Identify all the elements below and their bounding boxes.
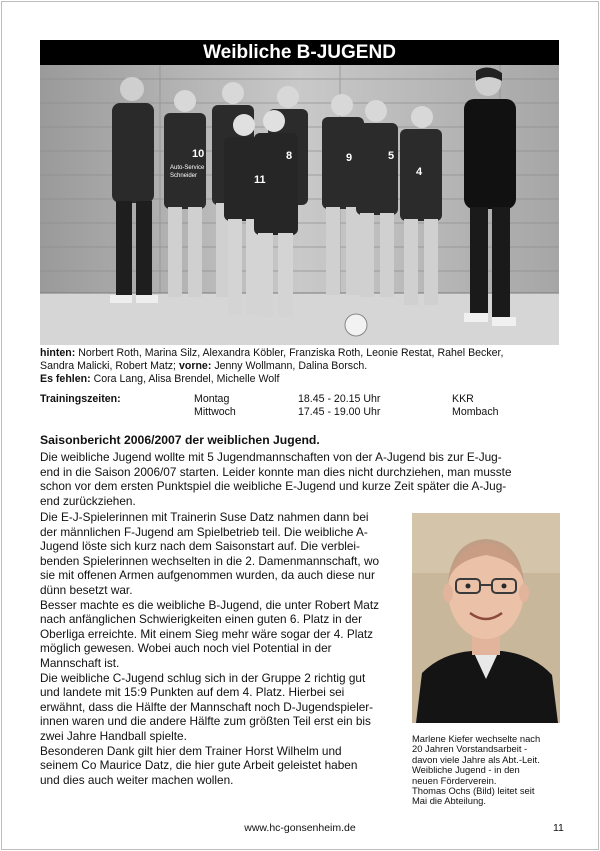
report-paragraph-5 xyxy=(40,744,412,788)
caption-vorne-label: vorne: xyxy=(178,360,212,372)
text-line: sie mit offenen Armen aufgenommen wurden, da auch diese nur xyxy=(40,568,375,583)
portrait-caption xyxy=(412,734,562,807)
text-line: end in die Saison 2006/07 starten. Leider konnte man dies nicht durchziehen, man musste xyxy=(40,464,512,479)
training-place: KKR xyxy=(452,393,474,405)
page-title: Weibliche B-JUGEND xyxy=(40,40,559,65)
page-number: 11 xyxy=(553,822,564,834)
text-line: Besser machte es die weibliche B-Jugend, die unter Robert Matz xyxy=(40,597,380,612)
training-time: 17.45 - 19.00 Uhr xyxy=(298,406,381,418)
footer-url: www.hc-gonsenheim.de xyxy=(244,822,356,834)
training-label: Trainingszeiten: xyxy=(40,393,121,405)
caption-line: Weibliche Jugend - in den xyxy=(412,764,520,776)
jersey-number: 5 xyxy=(388,150,395,162)
text-line: Oberliga erreichte. Mit einem Sieg mehr wäre sogar der 4. Platz xyxy=(40,626,374,641)
text-line: Mannschaft ist. xyxy=(40,655,120,670)
report-paragraph-4 xyxy=(40,671,412,744)
text-line: Jugend löste sich kurz nach dem Saisonstart auf. Die verblei- xyxy=(40,539,360,554)
report-paragraph-1 xyxy=(40,450,560,508)
caption-vorne-names: Jenny Wollmann, Dalina Borsch. xyxy=(214,360,368,372)
text-line: Besonderen Dank gilt hier dem Trainer Horst Wilhelm und xyxy=(40,743,342,758)
text-line: zwei Jahre Handball spielte. xyxy=(40,728,187,743)
text-line: der männlichen F-Jugend am Spielbetrieb teil. Die weibliche A- xyxy=(40,524,368,539)
training-day: Montag xyxy=(194,393,230,405)
jersey-number: 11 xyxy=(254,174,266,186)
portrait-photo xyxy=(412,513,560,723)
training-place: Mombach xyxy=(452,406,499,418)
training-time: 18.45 - 20.15 Uhr xyxy=(298,393,381,405)
caption-line: 20 Jahren Vorstandsarbeit - xyxy=(412,743,528,755)
jersey-number: 4 xyxy=(416,166,423,178)
report-paragraph-3 xyxy=(40,598,412,671)
portrait-drawing xyxy=(412,513,560,723)
jersey-number: 8 xyxy=(286,150,293,162)
training-times-col xyxy=(298,393,380,419)
caption-fehlen-names: Cora Lang, Alisa Brendel, Michelle Wolf xyxy=(93,373,280,385)
text-line: möglich gewesen. Wobei auch noch viel Potential in der xyxy=(40,641,332,656)
photo-caption xyxy=(40,347,565,386)
training-day: Mittwoch xyxy=(194,406,236,418)
text-line: Die weibliche C-Jugend schlug sich in der Gruppe 2 richtig gut xyxy=(40,670,366,685)
training-days xyxy=(194,393,236,419)
report-paragraph-2 xyxy=(40,510,412,598)
jersey-number: 9 xyxy=(346,152,353,164)
caption-line: Mai die Abteilung. xyxy=(412,795,487,807)
team-photo xyxy=(40,65,559,345)
text-line: und dies auch weiter machen wollen. xyxy=(40,772,234,787)
text-line: nach anfänglichen Schwierigkeiten einen guten 6. Platz in der xyxy=(40,612,363,627)
caption-hinten-label: hinten: xyxy=(40,347,76,359)
text-line: erwähnt, dass die Hälfte der Mannschaft noch D-Jugendspieler- xyxy=(40,699,374,714)
caption-hinten-names: Norbert Roth, Marina Silz, Alexandra Köbler, Franziska Roth, Leonie Restat, Rahel Becker, xyxy=(78,347,504,359)
sponsor-text: Schneider xyxy=(170,173,198,179)
jersey-number: 10 xyxy=(192,148,205,160)
report-column xyxy=(40,510,412,787)
text-line: seinem Co Maurice Datz, die hier gute Arbeit geleistet haben xyxy=(40,758,358,773)
caption-hinten-names-cont: Sandra Malicki, Robert Matz; xyxy=(40,360,177,372)
caption-line: Thomas Ochs (Bild) leitet seit xyxy=(412,785,535,797)
report-title: Saisonbericht 2006/2007 der weiblichen Jugend. xyxy=(40,433,320,447)
sponsor-text: Auto-Service xyxy=(170,165,205,171)
team-photo-drawing xyxy=(40,65,559,345)
text-line: innen waren und die andere Hälfte zum größten Teil erst ein bis xyxy=(40,714,371,729)
text-line: dünn besetzt war. xyxy=(40,582,133,597)
training-places xyxy=(452,393,499,419)
text-line: end zurückziehen. xyxy=(40,493,136,508)
caption-fehlen-label: Es fehlen: xyxy=(40,373,91,385)
caption-line: neuen Förderverein. xyxy=(412,774,497,786)
caption-line: davon viele Jahre als Abt.-Leit. xyxy=(412,753,540,765)
text-line: schon vor dem ersten Punktspiel die weibliche E-Jugend und kurze Zeit später die A-Jug- xyxy=(40,479,507,494)
caption-line: Marlene Kiefer wechselte nach xyxy=(412,733,541,744)
text-line: Die E-J-Spielerinnen mit Trainerin Suse Datz nahmen dann bei xyxy=(40,510,369,524)
text-line: benden Spielerinnen wechselten in die 2. Damenmannschaft, wo xyxy=(40,553,380,568)
text-line: Die weibliche Jugend wollte mit 5 Jugendmannschaften von der A-Jugend bis zur E-Jug- xyxy=(40,450,502,464)
text-line: und landete mit 15:9 Punkten auf dem 4. Platz. Hierbei sei xyxy=(40,685,345,700)
